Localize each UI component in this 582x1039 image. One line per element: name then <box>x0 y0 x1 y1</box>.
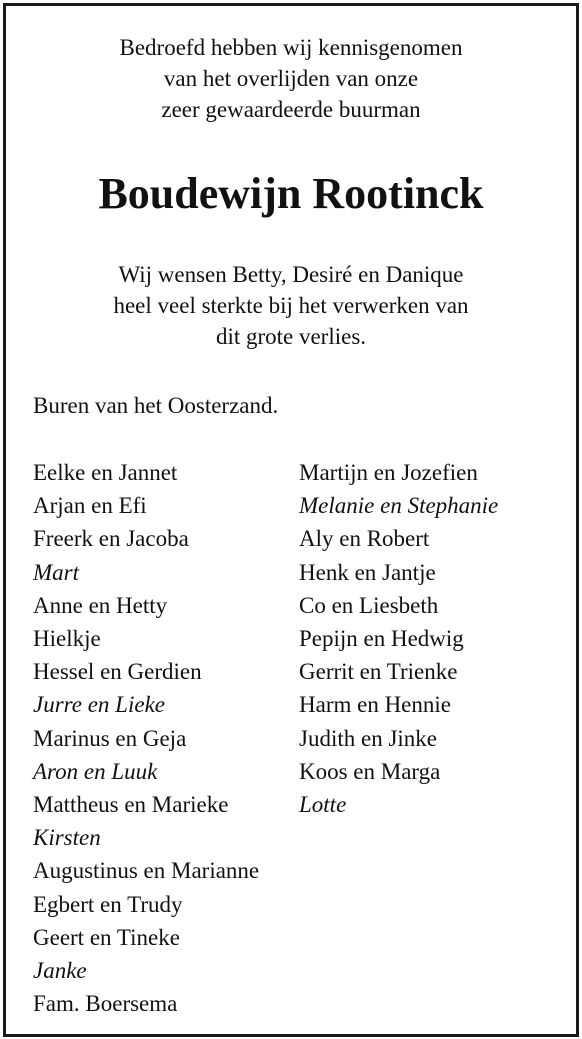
sender-name: Anne en Hetty <box>33 592 168 618</box>
condolence-line: Wij wensen Betty, Desiré en Danique <box>118 262 464 287</box>
sender-name: Aron en Luuk <box>33 758 158 784</box>
sender-name: Eelke en Jannet <box>33 460 178 485</box>
signature-line: Buren van het Oosterzand. <box>33 393 279 418</box>
sender-name: Geert en Tineke <box>33 924 180 950</box>
sender-name: Co en Liesbeth <box>299 592 439 618</box>
sender-name: Pepijn en Hedwig <box>299 626 464 652</box>
sender-name: Augustinus en Marianne <box>33 858 260 884</box>
deceased-name: Boudewijn Rootinck <box>98 169 484 218</box>
sender-name: Judith en Jinke <box>299 725 437 751</box>
sender-name: Arjan en Efi <box>33 493 147 519</box>
sender-name: Hielkje <box>33 626 101 652</box>
sender-name: Lotte <box>299 792 347 818</box>
sender-name: Henk en Jantje <box>299 559 436 585</box>
sender-name: Gerrit en Trienke <box>299 659 458 685</box>
intro-line: van het overlijden van onze <box>163 66 419 91</box>
intro-text <box>6 32 576 125</box>
sender-name: Janke <box>33 958 87 984</box>
names-column-right <box>299 456 498 821</box>
sender-name: Kirsten <box>33 825 101 851</box>
condolence-line: heel veel sterkte bij het verwerken van <box>113 293 469 318</box>
sender-name: Mattheus en Marieke <box>33 792 229 818</box>
condolence-line: dit grote verlies. <box>215 324 367 349</box>
sender-name: Harm en Hennie <box>299 692 451 718</box>
intro-line: Bedroefd hebben wij kennisgenomen <box>119 35 463 60</box>
names-column-left <box>33 456 259 1020</box>
sender-name: Melanie en Stephanie <box>299 493 499 519</box>
sender-name: Mart <box>33 559 79 585</box>
sender-name: Koos en Marga <box>299 758 441 784</box>
sender-name: Hessel en Gerdien <box>33 659 202 685</box>
sender-name: Aly en Robert <box>299 526 430 552</box>
sender-name: Jurre en Lieke <box>33 692 165 718</box>
intro-line: zeer gewaardeerde buurman <box>161 97 421 122</box>
death-notice-card <box>3 3 579 1037</box>
sender-name: Marinus en Geja <box>33 725 187 751</box>
sender-name: Freerk en Jacoba <box>33 526 189 552</box>
sender-name: Egbert en Trudy <box>33 891 183 917</box>
sender-name: Fam. Boersema <box>33 991 178 1017</box>
sender-name: Martijn en Jozefien <box>299 460 478 485</box>
condolence-text <box>6 259 576 352</box>
